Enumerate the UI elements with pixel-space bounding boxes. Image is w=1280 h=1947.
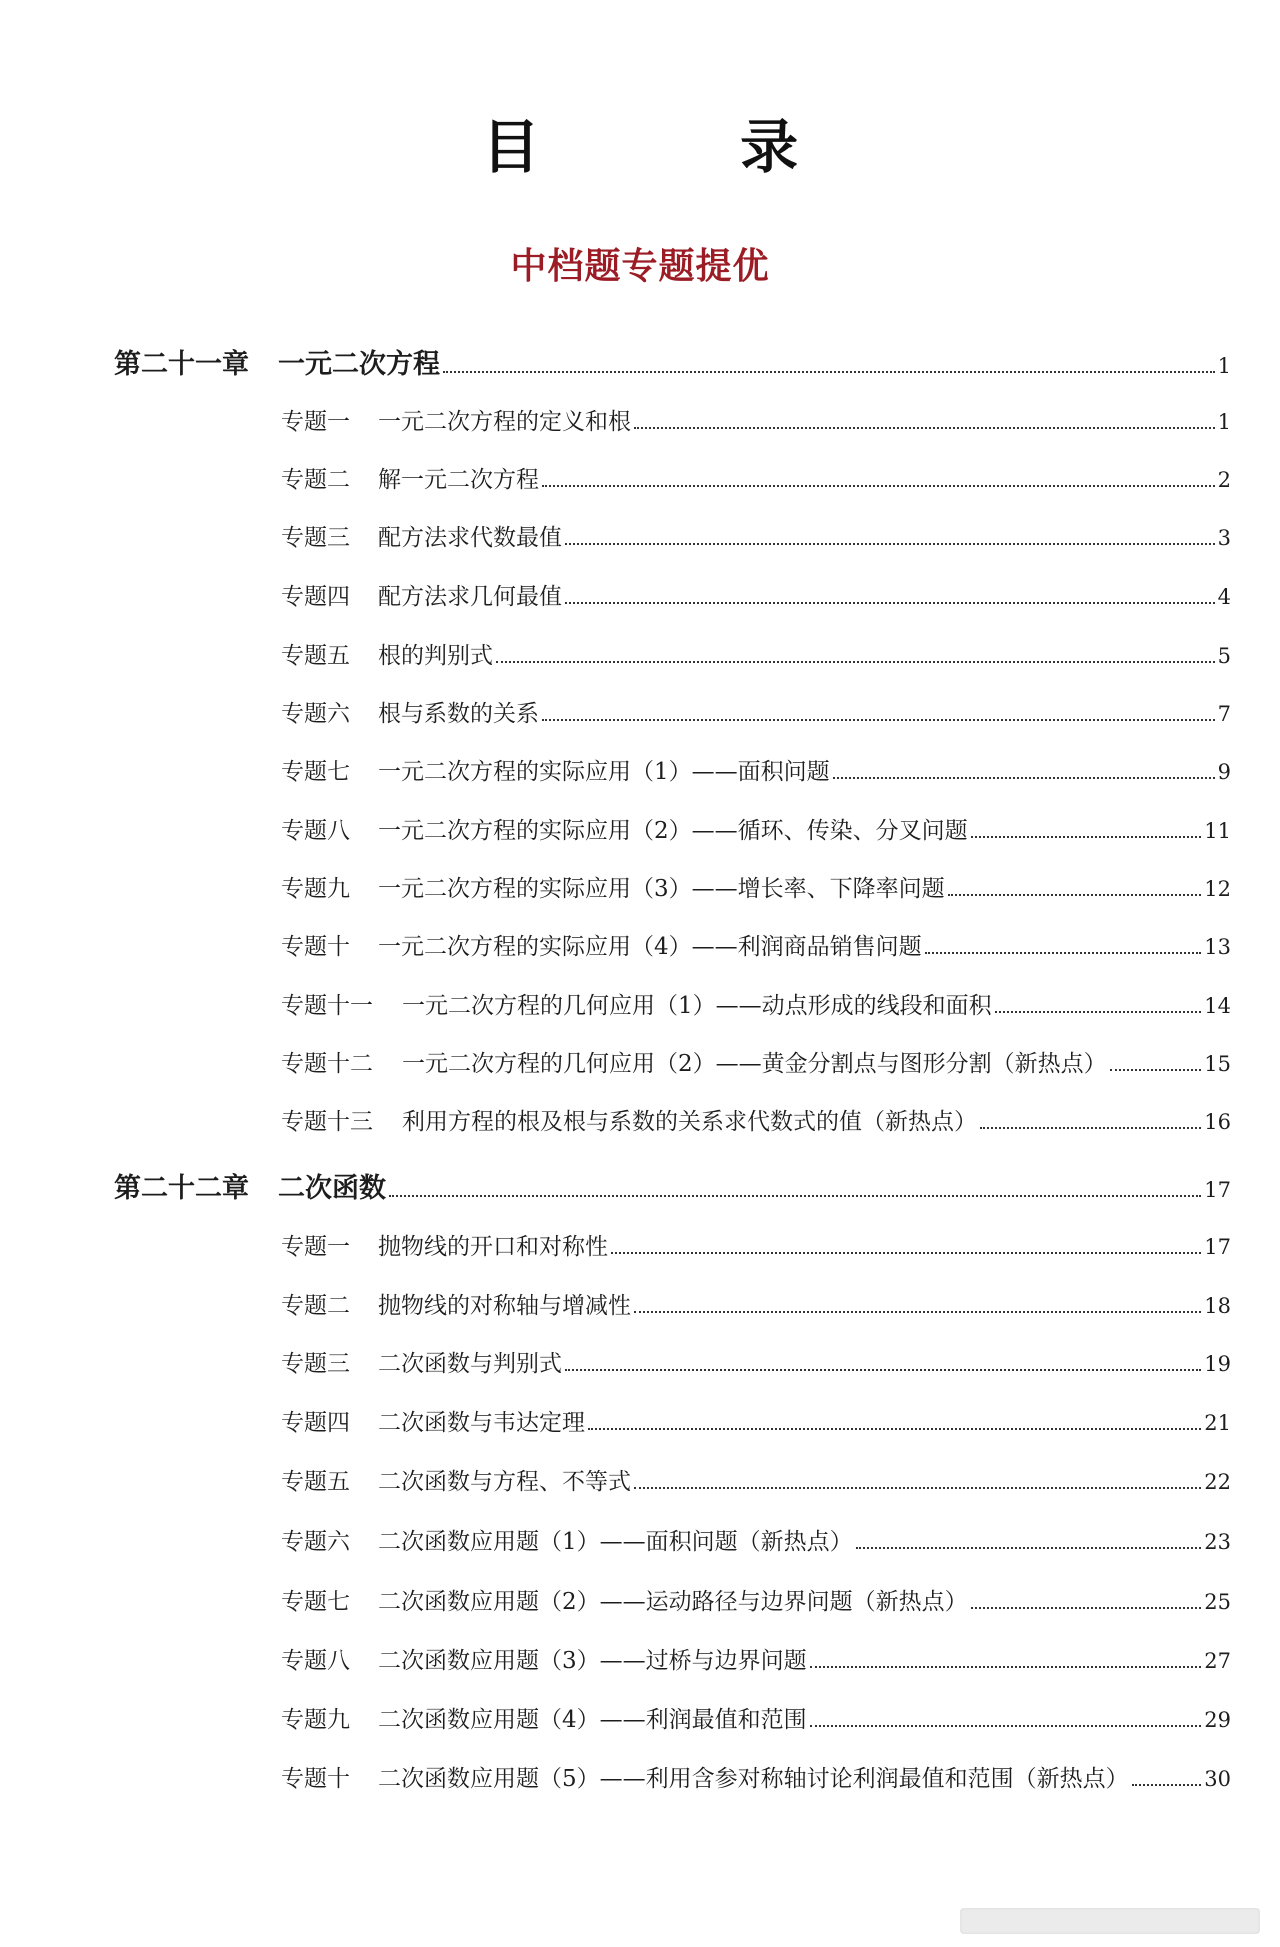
dot-leader bbox=[810, 1666, 1202, 1668]
section-subtitle: 中档题专题提优 bbox=[510, 245, 770, 287]
topic-title: 二次函数与韦达定理 bbox=[378, 1410, 585, 1436]
page-number: 9 bbox=[1217, 760, 1231, 784]
toc-topic-row[interactable] bbox=[281, 1228, 1231, 1261]
dot-leader bbox=[443, 371, 1215, 373]
toc-topic-row[interactable] bbox=[281, 1404, 1231, 1437]
page-number: 11 bbox=[1204, 819, 1231, 843]
topic-number: 专题四 bbox=[281, 1410, 350, 1436]
topic-title: 二次函数应用题（2）——运动路径与边界问题（新热点） bbox=[378, 1589, 968, 1615]
toc-topic-row[interactable] bbox=[281, 519, 1231, 552]
scroll-indicator bbox=[960, 1908, 1260, 1934]
page-number: 1 bbox=[1217, 410, 1231, 434]
toc-topic-row[interactable] bbox=[281, 1045, 1231, 1078]
topic-title: 二次函数应用题（3）——过桥与边界问题 bbox=[378, 1648, 807, 1674]
topic-number: 专题十二 bbox=[281, 1051, 373, 1077]
topic-number: 专题八 bbox=[281, 818, 350, 844]
topic-number: 专题六 bbox=[281, 701, 350, 727]
page-number: 27 bbox=[1204, 1649, 1231, 1673]
topic-number: 专题五 bbox=[281, 643, 350, 669]
dot-leader bbox=[980, 1127, 1201, 1129]
topic-number: 专题十 bbox=[281, 934, 350, 960]
dot-leader bbox=[634, 1487, 1201, 1489]
dot-leader bbox=[971, 836, 1202, 838]
toc-topic-row[interactable] bbox=[281, 1287, 1231, 1320]
topic-number: 专题三 bbox=[281, 1351, 350, 1377]
topic-number: 专题十一 bbox=[281, 993, 373, 1019]
topic-number: 专题十三 bbox=[281, 1109, 373, 1135]
chapter-title: 二次函数 bbox=[278, 1173, 386, 1204]
dot-leader bbox=[496, 661, 1215, 663]
topic-number: 专题四 bbox=[281, 584, 350, 610]
topic-title: 一元二次方程的实际应用（3）——增长率、下降率问题 bbox=[378, 876, 945, 902]
toc-topic-row[interactable] bbox=[281, 1583, 1231, 1616]
topic-title: 二次函数应用题（1）——面积问题（新热点） bbox=[378, 1529, 853, 1555]
dot-leader bbox=[389, 1195, 1201, 1197]
toc-topic-row[interactable] bbox=[281, 1345, 1231, 1378]
topic-number: 专题九 bbox=[281, 876, 350, 902]
topic-title: 二次函数与判别式 bbox=[378, 1351, 562, 1377]
topic-title: 一元二次方程的定义和根 bbox=[378, 409, 631, 435]
topic-title: 一元二次方程的实际应用（1）——面积问题 bbox=[378, 759, 830, 785]
page-number: 5 bbox=[1217, 644, 1231, 668]
dot-leader bbox=[634, 427, 1215, 429]
dot-leader bbox=[833, 777, 1215, 779]
toc-topic-row[interactable] bbox=[281, 1642, 1231, 1675]
topic-title: 二次函数应用题（5）——利用含参对称轴讨论利润最值和范围（新热点） bbox=[378, 1766, 1129, 1792]
topic-title: 配方法求几何最值 bbox=[378, 584, 562, 610]
dot-leader bbox=[925, 952, 1202, 954]
page-number: 30 bbox=[1204, 1767, 1231, 1791]
toc-topic-row[interactable] bbox=[281, 1701, 1231, 1734]
dot-leader bbox=[542, 485, 1215, 487]
topic-number: 专题一 bbox=[281, 1234, 350, 1260]
toc-topic-row[interactable] bbox=[281, 928, 1231, 961]
toc-topic-row[interactable] bbox=[281, 578, 1231, 611]
toc-topic-row[interactable] bbox=[281, 403, 1231, 436]
toc-topic-row[interactable] bbox=[281, 1463, 1231, 1496]
dot-leader bbox=[634, 1311, 1201, 1313]
topic-number: 专题七 bbox=[281, 1589, 350, 1615]
toc-topic-row[interactable] bbox=[281, 753, 1231, 786]
dot-leader bbox=[588, 1428, 1201, 1430]
dot-leader bbox=[565, 543, 1215, 545]
toc-topic-row[interactable] bbox=[281, 987, 1231, 1020]
topic-number: 专题九 bbox=[281, 1707, 350, 1733]
topic-number: 专题六 bbox=[281, 1529, 350, 1555]
page-number: 23 bbox=[1204, 1530, 1231, 1554]
dot-leader bbox=[565, 602, 1215, 604]
dot-leader bbox=[995, 1011, 1202, 1013]
page-number: 1 bbox=[1217, 354, 1231, 378]
toc-topic-row[interactable] bbox=[281, 637, 1231, 670]
topic-title: 一元二次方程的实际应用（4）——利润商品销售问题 bbox=[378, 934, 922, 960]
topic-title: 抛物线的开口和对称性 bbox=[378, 1234, 608, 1260]
toc-topic-row[interactable] bbox=[281, 695, 1231, 728]
chapter-number: 第二十二章 bbox=[114, 1173, 249, 1204]
page-number: 29 bbox=[1204, 1708, 1231, 1732]
dot-leader bbox=[810, 1725, 1202, 1727]
topic-number: 专题八 bbox=[281, 1648, 350, 1674]
dot-leader bbox=[565, 1369, 1201, 1371]
chapter-title: 一元二次方程 bbox=[278, 349, 440, 380]
topic-number: 专题七 bbox=[281, 759, 350, 785]
dot-leader bbox=[611, 1252, 1201, 1254]
page-number: 3 bbox=[1217, 526, 1231, 550]
toc-topic-row[interactable] bbox=[281, 1103, 1231, 1136]
dot-leader bbox=[948, 894, 1202, 896]
topic-title: 解一元二次方程 bbox=[378, 467, 539, 493]
topic-title: 一元二次方程的实际应用（2）——循环、传染、分叉问题 bbox=[378, 818, 968, 844]
dot-leader bbox=[1110, 1069, 1202, 1071]
topic-title: 一元二次方程的几何应用（2）——黄金分割点与图形分割（新热点） bbox=[402, 1051, 1107, 1077]
dot-leader bbox=[542, 719, 1215, 721]
page-number: 17 bbox=[1204, 1235, 1231, 1259]
page-number: 25 bbox=[1204, 1590, 1231, 1614]
topic-title: 二次函数与方程、不等式 bbox=[378, 1469, 631, 1495]
page-number: 19 bbox=[1204, 1352, 1231, 1376]
topic-number: 专题十 bbox=[281, 1766, 350, 1792]
page-number: 15 bbox=[1204, 1052, 1231, 1076]
toc-topic-row[interactable] bbox=[281, 461, 1231, 494]
page-number: 4 bbox=[1217, 585, 1231, 609]
page-title: 目 录 bbox=[481, 113, 889, 181]
topic-title: 配方法求代数最值 bbox=[378, 525, 562, 551]
toc-chapter-row[interactable] bbox=[114, 1166, 1231, 1205]
topic-number: 专题二 bbox=[281, 467, 350, 493]
topic-title: 根与系数的关系 bbox=[378, 701, 539, 727]
page-number: 13 bbox=[1204, 935, 1231, 959]
page-number: 22 bbox=[1204, 1470, 1231, 1494]
page-number: 16 bbox=[1204, 1110, 1231, 1134]
page-number: 17 bbox=[1204, 1178, 1231, 1202]
toc-topic-row[interactable] bbox=[281, 870, 1231, 903]
topic-title: 抛物线的对称轴与增减性 bbox=[378, 1293, 631, 1319]
dot-leader bbox=[971, 1607, 1202, 1609]
toc-topic-row[interactable] bbox=[281, 812, 1231, 845]
topic-title: 一元二次方程的几何应用（1）——动点形成的线段和面积 bbox=[402, 993, 992, 1019]
dot-leader bbox=[856, 1547, 1202, 1549]
topic-title: 根的判别式 bbox=[378, 643, 493, 669]
toc-chapter-row[interactable] bbox=[114, 342, 1231, 381]
toc-topic-row[interactable] bbox=[281, 1523, 1231, 1556]
topic-number: 专题一 bbox=[281, 409, 350, 435]
page-number: 14 bbox=[1204, 994, 1231, 1018]
page-number: 7 bbox=[1217, 702, 1231, 726]
topic-title: 利用方程的根及根与系数的关系求代数式的值（新热点） bbox=[402, 1109, 977, 1135]
topic-number: 专题三 bbox=[281, 525, 350, 551]
page-number: 2 bbox=[1217, 468, 1231, 492]
page-number: 12 bbox=[1204, 877, 1231, 901]
chapter-number: 第二十一章 bbox=[114, 349, 249, 380]
topic-number: 专题五 bbox=[281, 1469, 350, 1495]
dot-leader bbox=[1132, 1784, 1202, 1786]
topic-title: 二次函数应用题（4）——利润最值和范围 bbox=[378, 1707, 807, 1733]
toc-topic-row[interactable] bbox=[281, 1760, 1231, 1793]
topic-number: 专题二 bbox=[281, 1293, 350, 1319]
page-number: 21 bbox=[1204, 1411, 1231, 1435]
page-number: 18 bbox=[1204, 1294, 1231, 1318]
